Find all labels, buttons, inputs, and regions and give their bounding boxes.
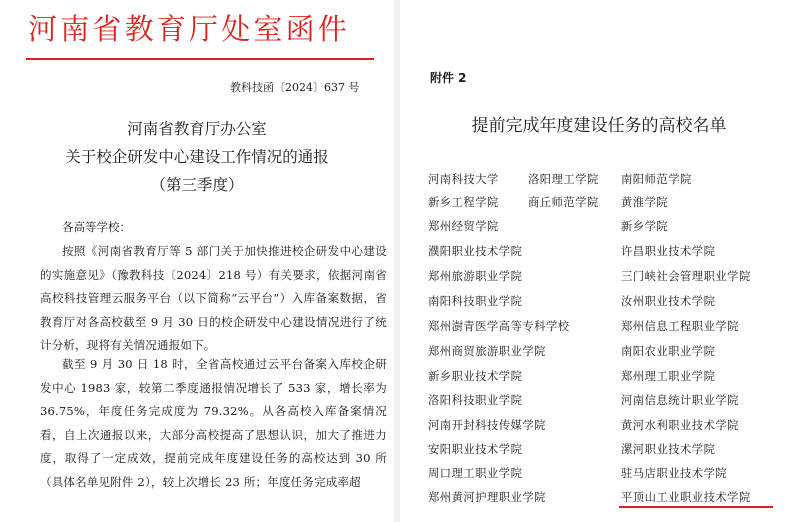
title-quarter: （第三季度） [150, 176, 244, 194]
school-item: 南阳师范学院 [621, 173, 692, 186]
school-item: 郑州经贸学院 [428, 220, 499, 233]
school-item: 郑州旅游职业学院 [428, 270, 523, 283]
school-item: 新乡工程学院 [428, 196, 499, 209]
school-item: 郑州商贸旅游职业学院 [428, 345, 546, 358]
paragraph-statistics: 截至 9 月 30 日 18 时，全省高校通过云平台备案入库校企研发中心 1983 家，较第二季度通报情况增长了 533 家，增长率为 36.75%，年度任务完成度为 79.32%。从各高校入库备案情况看，自上次通报以来，大部分高校提高了思想认识，加大了推进力度，取得了一定成效，提前完成年度建设任务的高校达到 30 所（具体名单见附件 2），较上次增长 23 所；年度任务完成率超 [40, 357, 387, 489]
school-item: 洛阳理工学院 [528, 173, 599, 186]
school-item: 新乡学院 [621, 220, 669, 233]
school-item: 新乡职业技术学院 [428, 370, 523, 383]
school-item: 许昌职业技术学院 [621, 245, 716, 258]
left-document-page [0, 0, 394, 522]
school-item: 郑州黄河护理职业学院 [428, 491, 546, 504]
paragraph-basis-text: 按照《河南省教育厅等 5 部门关于加快推进校企研发中心建设的实施意见》（豫教科技〔2024〕218 号）有关要求，依据河南省高校科技管理云服务平台（以下简称“云平台”）入库备案数据，省教育厅对各高校截至 9 月 30 日的校企研发中心建设情况进行了统计分析，现将有关情况通报如下。 [40, 244, 387, 352]
document-number: 教科技函〔2024〕637 号 [230, 81, 360, 94]
right-document-page [400, 0, 798, 522]
school-item: 郑州信息工程职业学院 [621, 320, 739, 333]
school-item: 商丘师范学院 [528, 196, 599, 209]
school-item: 漯河职业技术学院 [621, 443, 716, 456]
school-item-highlighted: 平顶山工业职业技术学院 [621, 491, 751, 504]
school-item: 郑州澍青医学高等专科学校 [428, 320, 570, 333]
school-item: 南阳科技职业学院 [428, 295, 523, 308]
school-item: 黄河水利职业技术学院 [621, 419, 739, 432]
school-item: 汝州职业技术学院 [621, 295, 716, 308]
attachment-label: 附件 2 [430, 71, 467, 85]
red-divider-line [26, 58, 374, 60]
school-item: 三门峡社会管理职业学院 [621, 270, 751, 283]
school-item: 郑州理工职业学院 [621, 370, 716, 383]
school-item: 周口理工职业学院 [428, 467, 523, 480]
school-item: 河南信息统计职业学院 [621, 394, 739, 407]
salutation: 各高等学校： [62, 220, 131, 234]
school-item: 安阳职业技术学院 [428, 443, 523, 456]
school-item: 濮阳职业技术学院 [428, 245, 523, 258]
school-item: 南阳农业职业学院 [621, 345, 716, 358]
title-subject: 关于校企研发中心建设工作情况的通报 [65, 148, 329, 166]
school-item: 驻马店职业技术学院 [621, 467, 728, 480]
red-underline-annotation [619, 506, 773, 508]
school-item: 河南科技大学 [428, 173, 499, 186]
school-item: 洛阳科技职业学院 [428, 394, 523, 407]
school-item: 河南开封科技传媒学院 [428, 419, 546, 432]
masthead: 河南省教育厅处室函件 [28, 12, 351, 46]
school-list-title: 提前完成年度建设任务的高校名单 [471, 116, 727, 136]
school-item: 黄淮学院 [621, 196, 669, 209]
paragraph-basis [40, 240, 387, 358]
title-issuer: 河南省教育厅办公室 [127, 120, 267, 138]
